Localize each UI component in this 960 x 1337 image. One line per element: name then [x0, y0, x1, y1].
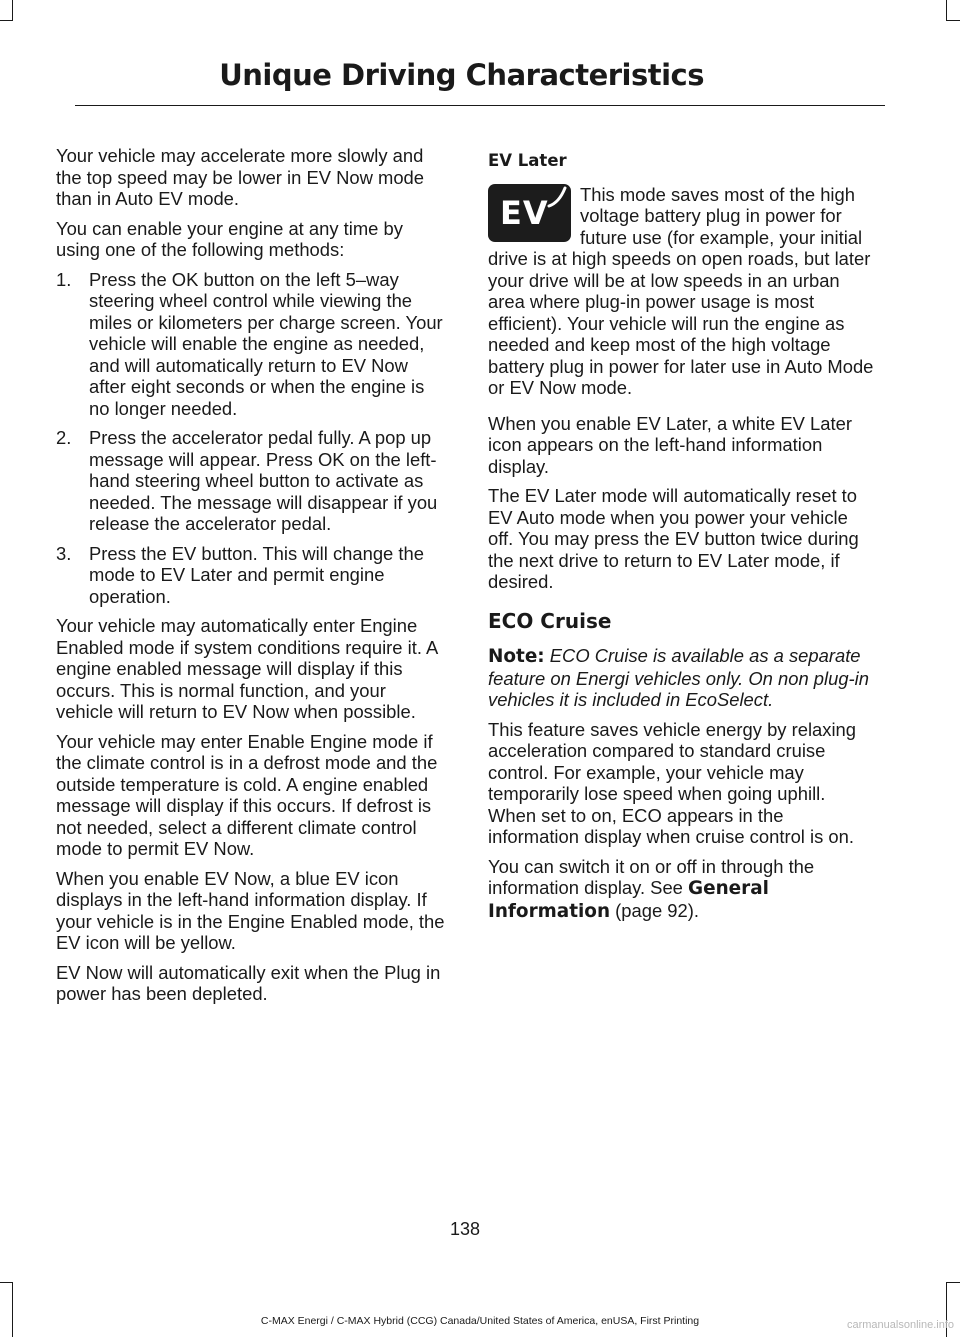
right-column — [488, 145, 878, 930]
crop-mark — [946, 1282, 960, 1283]
cross-ref-suffix: (page 92). — [610, 899, 699, 921]
ev-icon-label: EV — [500, 193, 549, 232]
watermark: carmanualsonline.info — [846, 1319, 954, 1331]
crop-mark — [12, 0, 13, 20]
step-number: 3. — [56, 542, 72, 564]
note-label: Note: — [488, 646, 545, 667]
crop-mark — [12, 1282, 13, 1337]
paragraph: Your vehicle may enter Enable Engine mode if the climate control is in a defrost mode and the outside temperature is cold. A engine enabled message will display if this occurs. If defrost is not needed, select a different climate control mode to permit EV Now. — [56, 730, 438, 859]
eco-cruise-heading: ECO Cruise — [488, 608, 612, 633]
paragraph: This feature saves vehicle energy by relaxing acceleration compared to standard cruise control. For example, your vehicle may temporarily lose speed when going uphill. When set to on, ECO appears in the information display when cruise control is on. — [488, 718, 857, 847]
paragraph: You can enable your engine at any time by using one of the following methods: — [56, 217, 403, 260]
paragraph: When you enable EV Later, a white EV Later icon appears on the left-hand information display. — [488, 412, 852, 477]
ev-later-description: This mode saves most of the high voltage battery plug in power for future use (for example, your initial drive is at high speeds on open roads, but later your drive will be at low speeds in an urban area where plug-in power usage is most efficient). Your vehicle will run the engine as needed and keep most of the high voltage battery plug in power for later use in Auto Mode or EV Now mode. — [488, 183, 874, 398]
crop-mark — [946, 0, 947, 20]
step-number: 1. — [56, 268, 72, 290]
paragraph — [488, 184, 878, 399]
crop-mark — [0, 20, 13, 21]
note-paragraph — [488, 645, 878, 711]
crop-mark — [946, 20, 960, 21]
note-text: ECO Cruise is available as a separate feature on Energi vehicles only. On non plug-in vehicles it is included in EcoSelect. — [488, 645, 869, 710]
ev-later-heading: EV Later — [488, 151, 567, 170]
paragraph: EV Now will automatically exit when the Plug in power has been depleted. — [56, 961, 441, 1004]
ev-later-icon — [488, 184, 571, 242]
list-item — [56, 269, 446, 420]
footer-text: C-MAX Energi / C-MAX Hybrid (CCG) Canada/United States of America, enUSA, First Printing — [260, 1315, 700, 1327]
step-text: Press the accelerator pedal fully. A pop up message will appear. Press OK on the left-hand steering wheel button to activate as needed. The message will disappear if you release the accelerator pedal. — [89, 427, 438, 534]
plug-icon — [547, 184, 569, 210]
crop-mark — [0, 1282, 13, 1283]
page-header-title: Unique Driving Characteristics — [219, 58, 704, 92]
paragraph: When you enable EV Now, a blue EV icon displays in the left-hand information display. If your vehicle is in the Engine Enabled mode, the EV icon will be yellow. — [56, 867, 445, 953]
step-number: 2. — [56, 427, 72, 448]
general-information-link[interactable]: General Information — [488, 878, 769, 922]
paragraph: Your vehicle may automatically enter Engine Enabled mode if system conditions require it. A engine enabled message will display if this occurs. This is normal function, and your vehicle will return to EV Now when possible. — [56, 615, 438, 722]
steps-list — [56, 269, 446, 608]
list-item — [56, 543, 446, 608]
header-rule — [75, 105, 885, 106]
list-item — [56, 427, 446, 535]
paragraph: Your vehicle may accelerate more slowly and the top speed may be lower in EV Now mode than in Auto EV mode. — [56, 145, 425, 209]
left-column — [56, 145, 446, 1013]
paragraph: The EV Later mode will automatically reset to EV Auto mode when you power your vehicle off. You may press the EV button twice during the next drive to return to EV Later mode, if desired. — [488, 485, 859, 592]
step-text: Press the EV button. This will change the mode to EV Later and permit engine operation. — [89, 542, 424, 607]
step-text: Press the OK button on the left 5–way steering wheel control while viewing the miles or kilometers per charge screen. Your vehicle will enable the engine as needed, and will automatically return to EV Now after eight seconds or when the engine is no longer needed. — [89, 268, 443, 419]
cross-ref-prefix: You can switch it on or off in through the information display. See — [488, 855, 815, 898]
page-number: 138 — [449, 1219, 481, 1239]
paragraph — [488, 856, 878, 923]
